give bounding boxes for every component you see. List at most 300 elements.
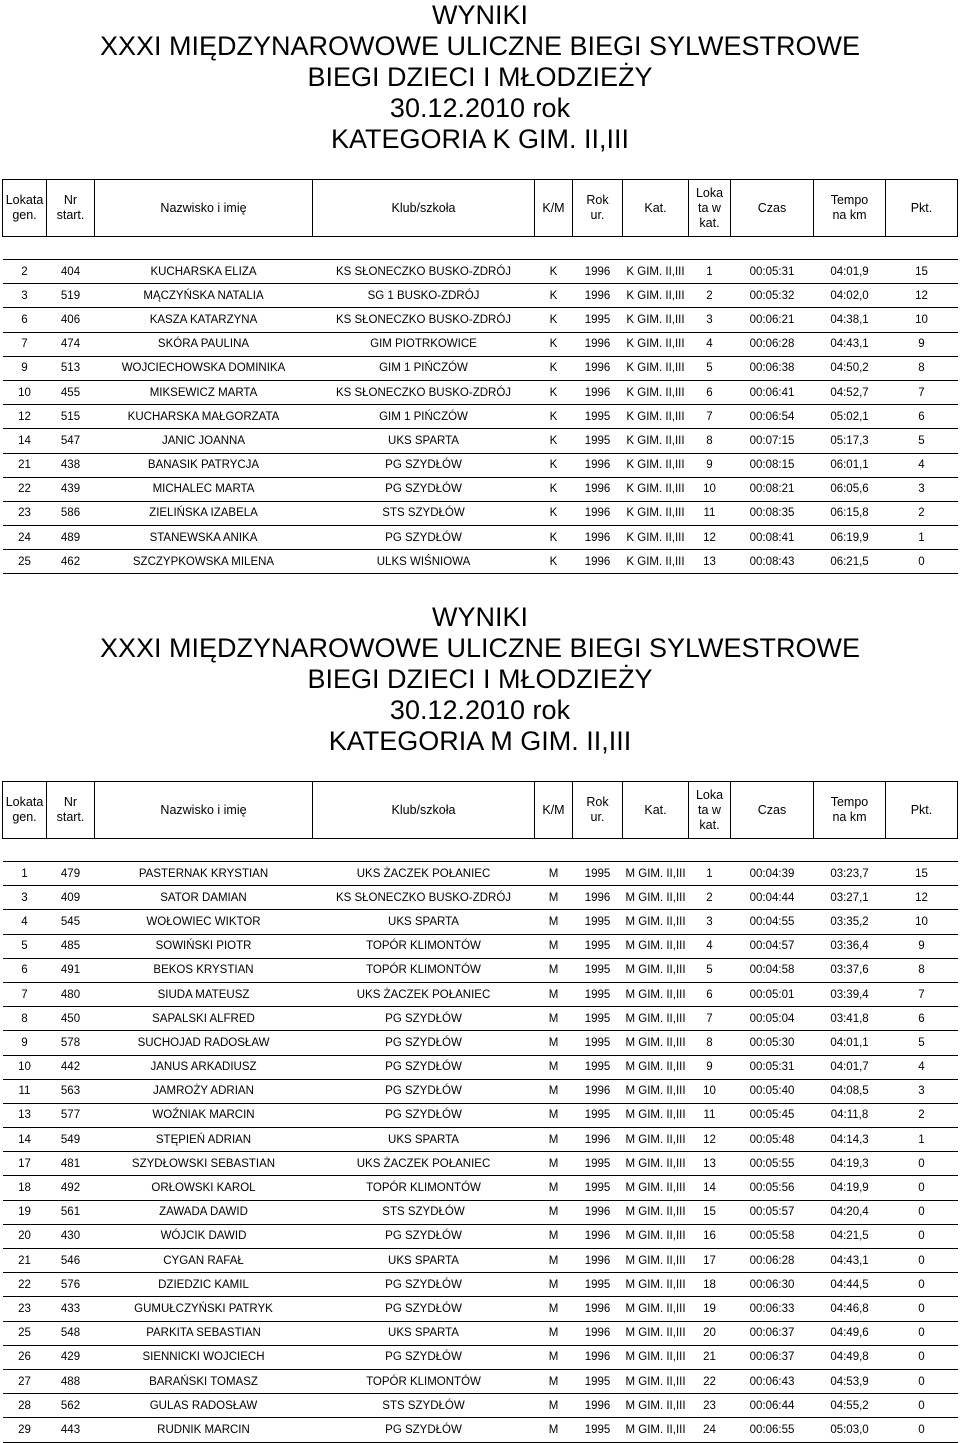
- cell-rok: 1996: [573, 1079, 623, 1103]
- cell-rok: 1995: [573, 982, 623, 1006]
- cell-pkt: 0: [886, 1418, 958, 1442]
- cell-km: K: [535, 429, 573, 453]
- heading-line-subtitle: BIEGI DZIECI I MŁODZIEŻY: [307, 664, 653, 694]
- cell-tempo: 04:11,8: [814, 1103, 886, 1127]
- cell-kat: K GIM. II,III: [623, 501, 689, 525]
- cell-tempo: 04:46,8: [814, 1297, 886, 1321]
- cell-pkt: 0: [886, 1224, 958, 1248]
- column-header-nazwisko: [95, 782, 313, 839]
- table-row: [3, 332, 958, 356]
- cell-czas: 00:08:21: [731, 477, 814, 501]
- column-header-label: Rok ur.: [586, 795, 609, 824]
- cell-czas: 00:08:35: [731, 501, 814, 525]
- cell-pkt: 6: [886, 405, 958, 429]
- cell-kat: K GIM. II,III: [623, 260, 689, 284]
- cell-pkt: 0: [886, 1345, 958, 1369]
- cell-pkt: 5: [886, 1031, 958, 1055]
- cell-lokata-kat: 9: [689, 1055, 731, 1079]
- column-header-label: Loka ta w kat.: [695, 787, 724, 832]
- cell-nr-start: 561: [47, 1200, 95, 1224]
- cell-kat: M GIM. II,III: [623, 1273, 689, 1297]
- cell-czas: 00:06:28: [731, 1249, 814, 1273]
- cell-klub: PG SZYDŁÓW: [313, 1103, 535, 1127]
- table-row: [3, 429, 958, 453]
- cell-pkt: 7: [886, 380, 958, 404]
- cell-rok: 1995: [573, 405, 623, 429]
- cell-kat: K GIM. II,III: [623, 380, 689, 404]
- cell-klub: TOPÓR KLIMONTÓW: [313, 934, 535, 958]
- cell-km: M: [535, 1369, 573, 1393]
- cell-czas: 00:06:44: [731, 1394, 814, 1418]
- cell-kat: M GIM. II,III: [623, 1103, 689, 1127]
- cell-lokata-kat: 17: [689, 1249, 731, 1273]
- cell-km: M: [535, 1321, 573, 1345]
- cell-rok: 1996: [573, 501, 623, 525]
- spacer-row: [3, 237, 958, 260]
- cell-klub: PG SZYDŁÓW: [313, 1031, 535, 1055]
- cell-klub: TOPÓR KLIMONTÓW: [313, 1176, 535, 1200]
- cell-kat: M GIM. II,III: [623, 1249, 689, 1273]
- cell-czas: 00:06:37: [731, 1321, 814, 1345]
- cell-pkt: 10: [886, 308, 958, 332]
- cell-lokata-gen: 10: [3, 1055, 47, 1079]
- cell-lokata-gen: 29: [3, 1418, 47, 1442]
- cell-km: M: [535, 1103, 573, 1127]
- cell-lokata-gen: 21: [3, 1249, 47, 1273]
- cell-pkt: 8: [886, 958, 958, 982]
- cell-lokata-kat: 23: [689, 1394, 731, 1418]
- cell-pkt: 12: [886, 284, 958, 308]
- table-row: [3, 308, 958, 332]
- cell-kat: M GIM. II,III: [623, 1418, 689, 1442]
- cell-klub: KS SŁONECZKO BUSKO-ZDRÓJ: [313, 260, 535, 284]
- table-row: [3, 477, 958, 501]
- cell-tempo: 06:21,5: [814, 550, 886, 574]
- cell-tempo: 06:01,1: [814, 453, 886, 477]
- cell-rok: 1995: [573, 958, 623, 982]
- cell-km: K: [535, 260, 573, 284]
- cell-pkt: 7: [886, 982, 958, 1006]
- cell-nazwisko: WOJCIECHOWSKA DOMINIKA: [95, 356, 313, 380]
- cell-pkt: 0: [886, 1176, 958, 1200]
- cell-klub: PG SZYDŁÓW: [313, 526, 535, 550]
- cell-lokata-kat: 8: [689, 429, 731, 453]
- column-header-label: Kat.: [644, 802, 667, 817]
- table-row: [3, 1103, 958, 1127]
- cell-pkt: 0: [886, 1321, 958, 1345]
- cell-klub: PG SZYDŁÓW: [313, 1297, 535, 1321]
- cell-czas: 00:05:30: [731, 1031, 814, 1055]
- cell-rok: 1995: [573, 429, 623, 453]
- column-header-tempo: [814, 782, 886, 839]
- cell-kat: K GIM. II,III: [623, 405, 689, 429]
- cell-tempo: 04:38,1: [814, 308, 886, 332]
- cell-tempo: 04:01,1: [814, 1031, 886, 1055]
- cell-lokata-gen: 9: [3, 1031, 47, 1055]
- column-header-klub: [313, 782, 535, 839]
- cell-lokata-kat: 5: [689, 958, 731, 982]
- cell-czas: 00:05:31: [731, 1055, 814, 1079]
- cell-rok: 1996: [573, 526, 623, 550]
- cell-czas: 00:06:55: [731, 1418, 814, 1442]
- cell-czas: 00:08:15: [731, 453, 814, 477]
- cell-klub: PG SZYDŁÓW: [313, 453, 535, 477]
- cell-klub: UKS SPARTA: [313, 1249, 535, 1273]
- cell-lokata-gen: 3: [3, 886, 47, 910]
- spacer-row: [3, 839, 958, 862]
- cell-kat: M GIM. II,III: [623, 958, 689, 982]
- table-row: [3, 526, 958, 550]
- table-row: [3, 1200, 958, 1224]
- heading-line-results: WYNIKI: [431, 602, 528, 632]
- cell-kat: M GIM. II,III: [623, 1031, 689, 1055]
- cell-czas: 00:06:21: [731, 308, 814, 332]
- cell-lokata-kat: 9: [689, 453, 731, 477]
- cell-nazwisko: SIENNICKI WOJCIECH: [95, 1345, 313, 1369]
- cell-nr-start: 480: [47, 982, 95, 1006]
- cell-lokata-gen: 22: [3, 1273, 47, 1297]
- cell-rok: 1996: [573, 1200, 623, 1224]
- cell-lokata-gen: 9: [3, 356, 47, 380]
- table-row: [3, 1394, 958, 1418]
- cell-nazwisko: SUCHOJAD RADOSŁAW: [95, 1031, 313, 1055]
- cell-km: M: [535, 1007, 573, 1031]
- cell-kat: K GIM. II,III: [623, 453, 689, 477]
- cell-pkt: 15: [886, 260, 958, 284]
- cell-lokata-kat: 2: [689, 886, 731, 910]
- cell-czas: 00:05:45: [731, 1103, 814, 1127]
- cell-nazwisko: BARAŃSKI TOMASZ: [95, 1369, 313, 1393]
- column-header-rok: [573, 180, 623, 237]
- cell-km: M: [535, 910, 573, 934]
- results-table: [2, 179, 958, 574]
- cell-nr-start: 479: [47, 862, 95, 886]
- cell-rok: 1996: [573, 1249, 623, 1273]
- cell-nazwisko: ZAWADA DAWID: [95, 1200, 313, 1224]
- cell-lokata-kat: 20: [689, 1321, 731, 1345]
- cell-nr-start: 491: [47, 958, 95, 982]
- cell-lokata-kat: 1: [689, 862, 731, 886]
- cell-lokata-kat: 4: [689, 934, 731, 958]
- cell-lokata-gen: 22: [3, 477, 47, 501]
- column-header-tempo: [814, 180, 886, 237]
- section-heading: [0, 602, 960, 757]
- cell-lokata-kat: 24: [689, 1418, 731, 1442]
- table-row: [3, 1273, 958, 1297]
- cell-czas: 00:06:30: [731, 1273, 814, 1297]
- cell-km: K: [535, 405, 573, 429]
- cell-tempo: 03:27,1: [814, 886, 886, 910]
- cell-lokata-kat: 12: [689, 1128, 731, 1152]
- column-header-nazwisko: [95, 180, 313, 237]
- cell-nr-start: 439: [47, 477, 95, 501]
- cell-lokata-kat: 13: [689, 550, 731, 574]
- cell-kat: K GIM. II,III: [623, 332, 689, 356]
- cell-nr-start: 455: [47, 380, 95, 404]
- column-header-kat: [623, 180, 689, 237]
- cell-tempo: 04:49,6: [814, 1321, 886, 1345]
- cell-nazwisko: MIKSEWICZ MARTA: [95, 380, 313, 404]
- cell-rok: 1996: [573, 453, 623, 477]
- cell-kat: M GIM. II,III: [623, 934, 689, 958]
- cell-czas: 00:06:28: [731, 332, 814, 356]
- cell-km: M: [535, 886, 573, 910]
- results-section-men: [0, 602, 960, 1436]
- cell-klub: UKS SPARTA: [313, 910, 535, 934]
- cell-lokata-kat: 21: [689, 1345, 731, 1369]
- cell-tempo: 04:20,4: [814, 1200, 886, 1224]
- cell-czas: 00:04:44: [731, 886, 814, 910]
- heading-line-category: KATEGORIA K GIM. II,III: [330, 124, 630, 154]
- column-header-czas: [731, 180, 814, 237]
- cell-nazwisko: BANASIK PATRYCJA: [95, 453, 313, 477]
- cell-lokata-gen: 26: [3, 1345, 47, 1369]
- cell-kat: M GIM. II,III: [623, 1152, 689, 1176]
- cell-kat: M GIM. II,III: [623, 862, 689, 886]
- cell-lokata-kat: 14: [689, 1176, 731, 1200]
- heading-line-event: XXXI MIĘDZYNAROWOWE ULICZNE BIEGI SYLWESTROWE: [99, 31, 861, 61]
- column-header-label: Czas: [757, 200, 787, 215]
- table-row: [3, 1007, 958, 1031]
- cell-lokata-gen: 8: [3, 1007, 47, 1031]
- cell-nazwisko: SIUDA MATEUSZ: [95, 982, 313, 1006]
- cell-czas: 00:05:58: [731, 1224, 814, 1248]
- cell-rok: 1996: [573, 550, 623, 574]
- cell-rok: 1996: [573, 380, 623, 404]
- cell-czas: 00:05:55: [731, 1152, 814, 1176]
- results-table: [2, 781, 958, 1443]
- cell-nr-start: 577: [47, 1103, 95, 1127]
- cell-pkt: 10: [886, 910, 958, 934]
- cell-nazwisko: WÓJCIK DAWID: [95, 1224, 313, 1248]
- cell-tempo: 04:49,8: [814, 1345, 886, 1369]
- cell-rok: 1995: [573, 1007, 623, 1031]
- cell-rok: 1995: [573, 308, 623, 332]
- cell-klub: GIM 1 PIŃCZÓW: [313, 356, 535, 380]
- cell-lokata-gen: 6: [3, 958, 47, 982]
- table-row: [3, 356, 958, 380]
- cell-klub: KS SŁONECZKO BUSKO-ZDRÓJ: [313, 380, 535, 404]
- cell-nr-start: 547: [47, 429, 95, 453]
- column-header-klub: [313, 180, 535, 237]
- cell-czas: 00:05:01: [731, 982, 814, 1006]
- column-header-label: Nr start.: [56, 795, 85, 824]
- cell-klub: GIM PIOTRKOWICE: [313, 332, 535, 356]
- table-row: [3, 1079, 958, 1103]
- cell-kat: M GIM. II,III: [623, 910, 689, 934]
- spacer-cell: [3, 839, 958, 862]
- cell-lokata-gen: 27: [3, 1369, 47, 1393]
- cell-nazwisko: KUCHARSKA MAŁGORZATA: [95, 405, 313, 429]
- cell-kat: K GIM. II,III: [623, 526, 689, 550]
- cell-km: M: [535, 1345, 573, 1369]
- table-row: [3, 1345, 958, 1369]
- cell-km: M: [535, 1224, 573, 1248]
- cell-tempo: 03:36,4: [814, 934, 886, 958]
- column-header-czas: [731, 782, 814, 839]
- cell-rok: 1996: [573, 1224, 623, 1248]
- table-row: [3, 1369, 958, 1393]
- cell-lokata-gen: 6: [3, 308, 47, 332]
- cell-tempo: 03:23,7: [814, 862, 886, 886]
- table-row: [3, 1152, 958, 1176]
- cell-czas: 00:06:37: [731, 1345, 814, 1369]
- cell-rok: 1995: [573, 934, 623, 958]
- cell-czas: 00:05:56: [731, 1176, 814, 1200]
- cell-lokata-gen: 13: [3, 1103, 47, 1127]
- cell-km: M: [535, 1031, 573, 1055]
- cell-czas: 00:04:55: [731, 910, 814, 934]
- cell-nazwisko: ZIELIŃSKA IZABELA: [95, 501, 313, 525]
- cell-pkt: 3: [886, 477, 958, 501]
- cell-rok: 1996: [573, 356, 623, 380]
- cell-czas: 00:06:54: [731, 405, 814, 429]
- cell-pkt: 0: [886, 1249, 958, 1273]
- column-header-label: Loka ta w kat.: [695, 185, 724, 230]
- cell-kat: M GIM. II,III: [623, 1224, 689, 1248]
- heading-line-subtitle: BIEGI DZIECI I MŁODZIEŻY: [307, 62, 653, 92]
- cell-nazwisko: KUCHARSKA ELIZA: [95, 260, 313, 284]
- cell-rok: 1995: [573, 1031, 623, 1055]
- column-header-lokata-gen: [3, 180, 47, 237]
- cell-rok: 1996: [573, 260, 623, 284]
- cell-pkt: 4: [886, 1055, 958, 1079]
- column-header-label: K/M: [542, 200, 565, 215]
- cell-nazwisko: MICHALEC MARTA: [95, 477, 313, 501]
- table-row: [3, 1297, 958, 1321]
- cell-km: K: [535, 453, 573, 477]
- cell-rok: 1995: [573, 1418, 623, 1442]
- cell-rok: 1995: [573, 1176, 623, 1200]
- cell-tempo: 06:15,8: [814, 501, 886, 525]
- cell-nazwisko: STĘPIEŃ ADRIAN: [95, 1128, 313, 1152]
- column-header-label: Nr start.: [56, 193, 85, 222]
- cell-nr-start: 488: [47, 1369, 95, 1393]
- cell-pkt: 0: [886, 1273, 958, 1297]
- cell-kat: M GIM. II,III: [623, 1345, 689, 1369]
- cell-km: K: [535, 550, 573, 574]
- cell-klub: KS SŁONECZKO BUSKO-ZDRÓJ: [313, 886, 535, 910]
- column-header-rok: [573, 782, 623, 839]
- cell-nr-start: 586: [47, 501, 95, 525]
- cell-km: M: [535, 862, 573, 886]
- cell-nr-start: 430: [47, 1224, 95, 1248]
- cell-lokata-kat: 18: [689, 1273, 731, 1297]
- cell-rok: 1996: [573, 477, 623, 501]
- cell-klub: SG 1 BUSKO-ZDRÓJ: [313, 284, 535, 308]
- cell-lokata-gen: 2: [3, 260, 47, 284]
- cell-nazwisko: ORŁOWSKI KAROL: [95, 1176, 313, 1200]
- cell-kat: M GIM. II,III: [623, 1369, 689, 1393]
- cell-km: M: [535, 1128, 573, 1152]
- cell-nazwisko: JANIC JOANNA: [95, 429, 313, 453]
- cell-nazwisko: DZIEDZIC KAMIL: [95, 1273, 313, 1297]
- cell-pkt: 2: [886, 501, 958, 525]
- cell-nazwisko: SZCZYPKOWSKA MILENA: [95, 550, 313, 574]
- header-row: [3, 782, 958, 839]
- cell-lokata-gen: 4: [3, 910, 47, 934]
- cell-rok: 1996: [573, 1321, 623, 1345]
- cell-lokata-gen: 17: [3, 1152, 47, 1176]
- table-row: [3, 982, 958, 1006]
- cell-tempo: 04:52,7: [814, 380, 886, 404]
- column-header-pkt: [886, 782, 958, 839]
- cell-rok: 1996: [573, 886, 623, 910]
- column-header-lokata-kat: [689, 782, 731, 839]
- cell-tempo: 04:01,9: [814, 260, 886, 284]
- table-row: [3, 886, 958, 910]
- cell-kat: M GIM. II,III: [623, 982, 689, 1006]
- cell-km: K: [535, 332, 573, 356]
- table-body: [3, 237, 958, 574]
- cell-lokata-kat: 2: [689, 284, 731, 308]
- cell-lokata-kat: 10: [689, 477, 731, 501]
- cell-czas: 00:08:41: [731, 526, 814, 550]
- table-row: [3, 934, 958, 958]
- table-row: [3, 1031, 958, 1055]
- cell-nazwisko: SZYDŁOWSKI SEBASTIAN: [95, 1152, 313, 1176]
- cell-lokata-gen: 23: [3, 1297, 47, 1321]
- cell-nr-start: 489: [47, 526, 95, 550]
- column-header-kat: [623, 782, 689, 839]
- cell-pkt: 8: [886, 356, 958, 380]
- cell-lokata-kat: 7: [689, 1007, 731, 1031]
- cell-czas: 00:04:58: [731, 958, 814, 982]
- table-row: [3, 1128, 958, 1152]
- cell-lokata-kat: 19: [689, 1297, 731, 1321]
- cell-lokata-gen: 14: [3, 1128, 47, 1152]
- cell-pkt: 5: [886, 429, 958, 453]
- cell-nr-start: 485: [47, 934, 95, 958]
- cell-kat: M GIM. II,III: [623, 1128, 689, 1152]
- cell-nazwisko: CYGAN RAFAŁ: [95, 1249, 313, 1273]
- cell-km: M: [535, 1418, 573, 1442]
- cell-tempo: 05:17,3: [814, 429, 886, 453]
- cell-nr-start: 562: [47, 1394, 95, 1418]
- column-header-label: Lokata gen.: [5, 795, 44, 824]
- cell-rok: 1996: [573, 332, 623, 356]
- cell-klub: PG SZYDŁÓW: [313, 1224, 535, 1248]
- cell-nazwisko: RUDNIK MARCIN: [95, 1418, 313, 1442]
- column-header-nr-start: [47, 782, 95, 839]
- column-header-lokata-kat: [689, 180, 731, 237]
- cell-klub: UKS SPARTA: [313, 1321, 535, 1345]
- cell-lokata-gen: 10: [3, 380, 47, 404]
- cell-km: M: [535, 1152, 573, 1176]
- cell-nazwisko: PASTERNAK KRYSTIAN: [95, 862, 313, 886]
- column-header-pkt: [886, 180, 958, 237]
- cell-nr-start: 409: [47, 886, 95, 910]
- column-header-label: Pkt.: [910, 802, 933, 817]
- table-row: [3, 1176, 958, 1200]
- cell-tempo: 04:55,2: [814, 1394, 886, 1418]
- cell-km: M: [535, 1394, 573, 1418]
- cell-km: M: [535, 1055, 573, 1079]
- column-header-label: Pkt.: [910, 200, 933, 215]
- cell-kat: M GIM. II,III: [623, 1007, 689, 1031]
- cell-rok: 1995: [573, 1055, 623, 1079]
- cell-nazwisko: JAMROŻY ADRIAN: [95, 1079, 313, 1103]
- cell-km: M: [535, 1297, 573, 1321]
- cell-nr-start: 474: [47, 332, 95, 356]
- cell-lokata-kat: 16: [689, 1224, 731, 1248]
- cell-kat: K GIM. II,III: [623, 356, 689, 380]
- cell-tempo: 04:43,1: [814, 332, 886, 356]
- column-header-km: [535, 782, 573, 839]
- cell-lokata-kat: 7: [689, 405, 731, 429]
- cell-tempo: 04:19,3: [814, 1152, 886, 1176]
- cell-lokata-kat: 4: [689, 332, 731, 356]
